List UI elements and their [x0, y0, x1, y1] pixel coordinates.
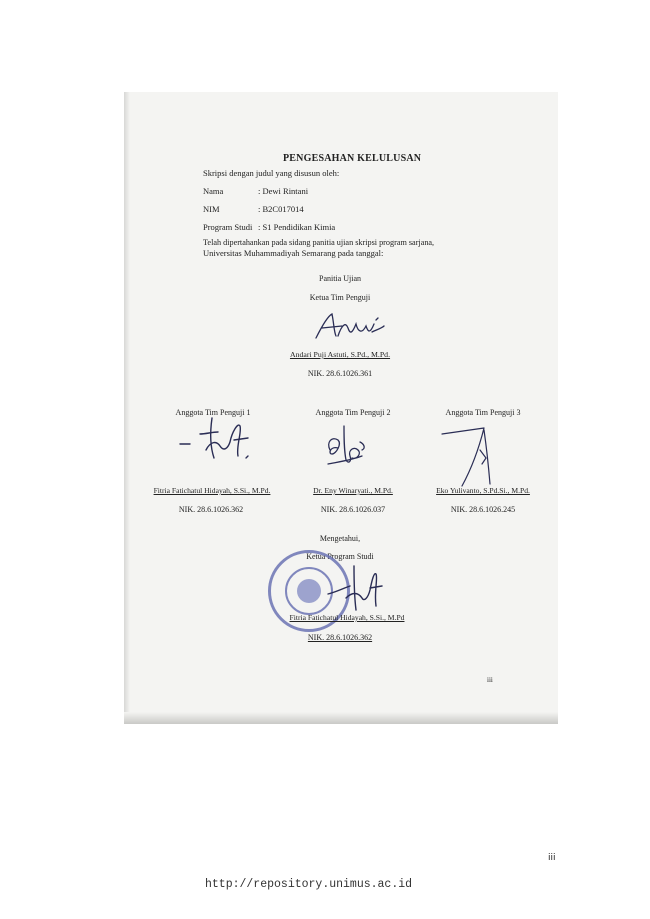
field-label-name: Nama — [203, 186, 224, 196]
chair-nik: NIK. 28.6.1026.361 — [307, 369, 373, 378]
member2-signature — [318, 420, 378, 472]
field-value-name: : Dewi Rintani — [258, 186, 309, 196]
head-name: Fitria Fatichatul Hidayah, S.Si., M.Pd — [289, 613, 405, 622]
field-label-nim: NIM — [203, 204, 220, 214]
document-title: PENGESAHAN KELULUSAN — [283, 153, 422, 164]
chair-name: Andari Puji Astuti, S.Pd., M.Pd. — [289, 350, 391, 359]
member1-nik: NIK. 28.6.1026.362 — [178, 505, 244, 514]
head-signature — [324, 558, 384, 618]
member2-role: Anggota Tim Penguji 2 — [315, 408, 391, 417]
scan-edge-shadow — [124, 92, 130, 724]
member1-role: Anggota Tim Penguji 1 — [175, 408, 251, 417]
acknowledged-label: Mengetahui, — [319, 534, 361, 543]
scan-bottom-shadow — [124, 712, 558, 724]
member3-name: Eko Yulivanto, S.Pd.Si., M.Pd. — [436, 486, 530, 495]
member1-name: Fitria Fatichatul Hidayah, S.Si., M.Pd. — [153, 486, 271, 495]
defense-text-line1: Telah dipertahankan pada sidang panitia ujian skripsi program sarjana, — [203, 238, 435, 247]
defense-text-line2: Universitas Muhammadiyah Semarang pada tanggal: — [203, 248, 384, 258]
member2-nik: NIK. 28.6.1026.037 — [320, 505, 386, 514]
member3-nik: NIK. 28.6.1026.245 — [450, 505, 516, 514]
committee-heading: Panitia Ujian — [319, 274, 361, 283]
repository-url: http://repository.unimus.ac.id — [205, 878, 413, 891]
member3-role: Anggota Tim Penguji 3 — [445, 408, 521, 417]
member3-signature — [440, 420, 510, 490]
member1-signature — [176, 412, 256, 468]
chair-signature — [312, 306, 388, 346]
head-role: Ketua Program Studi — [306, 552, 374, 561]
field-value-program: : S1 Pendidikan Kimia — [258, 222, 336, 232]
scan-page-number: iii — [487, 676, 493, 684]
chair-role: Ketua Tim Penguji — [309, 293, 371, 302]
page-number: iii — [548, 853, 556, 863]
field-value-nim: : B2C017014 — [258, 204, 304, 214]
field-label-program: Program Studi — [203, 222, 253, 232]
intro-text: Skripsi dengan judul yang disusun oleh: — [203, 168, 340, 178]
head-nik: NIK. 28.6.1026.362 — [307, 633, 373, 642]
member2-name: Dr. Eny Winaryati., M.Pd. — [313, 486, 393, 495]
